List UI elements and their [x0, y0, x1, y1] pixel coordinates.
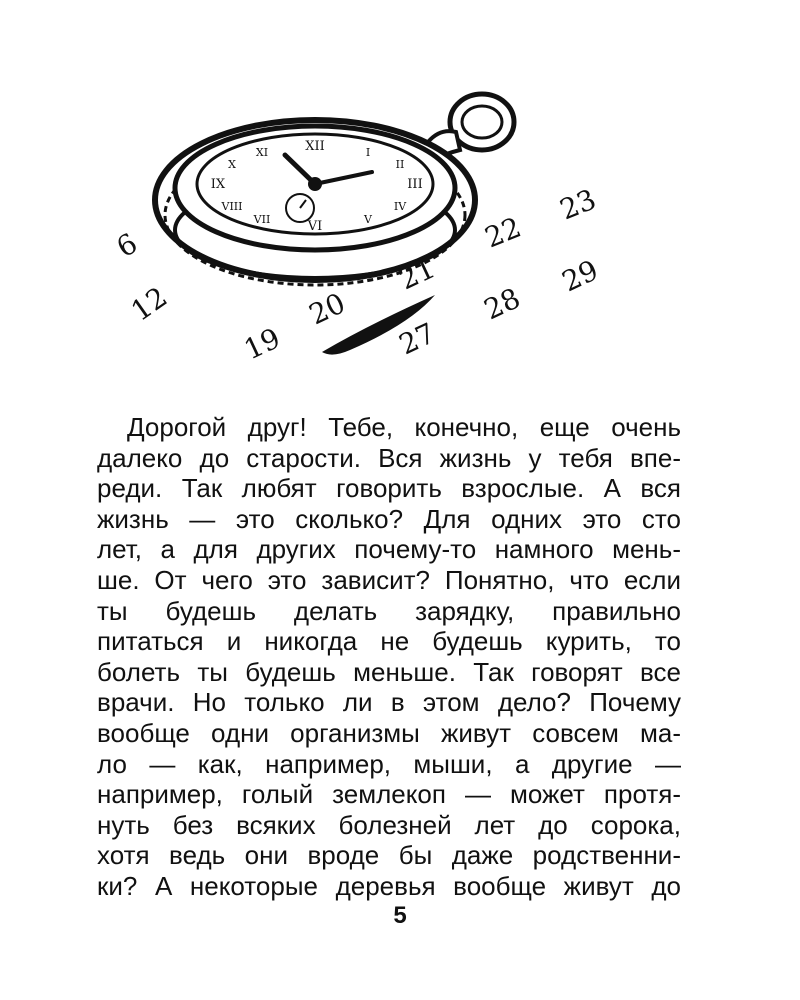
text-line: ше. От чего это зависит? Понятно, что если: [97, 564, 681, 595]
calendar-number: 28: [479, 281, 526, 327]
calendar-number: 22: [480, 210, 526, 255]
svg-text:IV: IV: [393, 200, 407, 213]
svg-text:VIII: VIII: [221, 200, 243, 213]
calendar-number: 29: [557, 253, 604, 299]
text-line: ки? А некоторые деревья вообще живут до: [97, 870, 681, 901]
svg-text:X: X: [228, 158, 236, 171]
text-line: питаться и никогда не будешь курить, то: [97, 626, 681, 657]
text-line: ты будешь делать зарядку, правильно: [97, 595, 681, 626]
svg-text:VI: VI: [307, 219, 323, 234]
text-line: болеть ты будешь меньше. Так говорят все: [97, 656, 681, 687]
svg-text:XII: XII: [305, 139, 325, 154]
svg-text:II: II: [395, 158, 405, 171]
body-text: [97, 412, 681, 902]
svg-text:VII: VII: [253, 213, 271, 226]
text-line: хотя ведь они вроде бы даже родственни-: [97, 840, 681, 871]
svg-text:V: V: [364, 213, 372, 226]
text-line: вообще одни организмы живут совсем ма-: [97, 717, 681, 748]
text-line: врачи. Но только ли в этом дело? Почему: [97, 687, 681, 718]
text-line: ло — как, например, мыши, а другие —: [97, 748, 681, 779]
calendar-number: 23: [555, 182, 601, 227]
svg-text:IX: IX: [210, 177, 226, 192]
calendar-number: 6: [111, 226, 143, 265]
text-line: лет, а для других почему-то намного мень-: [97, 534, 681, 565]
svg-text:XI: XI: [255, 146, 269, 159]
text-line: далеко до старости. Вся жизнь у тебя впе-: [97, 442, 681, 473]
calendar-number: 27: [394, 316, 441, 362]
page-number: 5: [393, 902, 407, 929]
svg-text:I: I: [365, 146, 371, 159]
calendar-number: 20: [304, 286, 351, 332]
calendar-number: 12: [125, 280, 174, 328]
text-line: нуть без всяких болезней лет до сорока,: [97, 809, 681, 840]
text-line: например, голый землекоп — может протя-: [97, 779, 681, 810]
calendar-number: 19: [239, 321, 286, 367]
calendar-number: 21: [394, 251, 441, 297]
text-line: реди. Так любят говорить взрослые. А вся: [97, 473, 681, 504]
pocket-watch-illustration: [110, 80, 670, 380]
svg-text:III: III: [407, 177, 423, 192]
text-line: жизнь — это сколько? Для одних это сто: [97, 503, 681, 534]
text-line: Дорогой друг! Тебе, конечно, еще очень: [127, 412, 681, 442]
